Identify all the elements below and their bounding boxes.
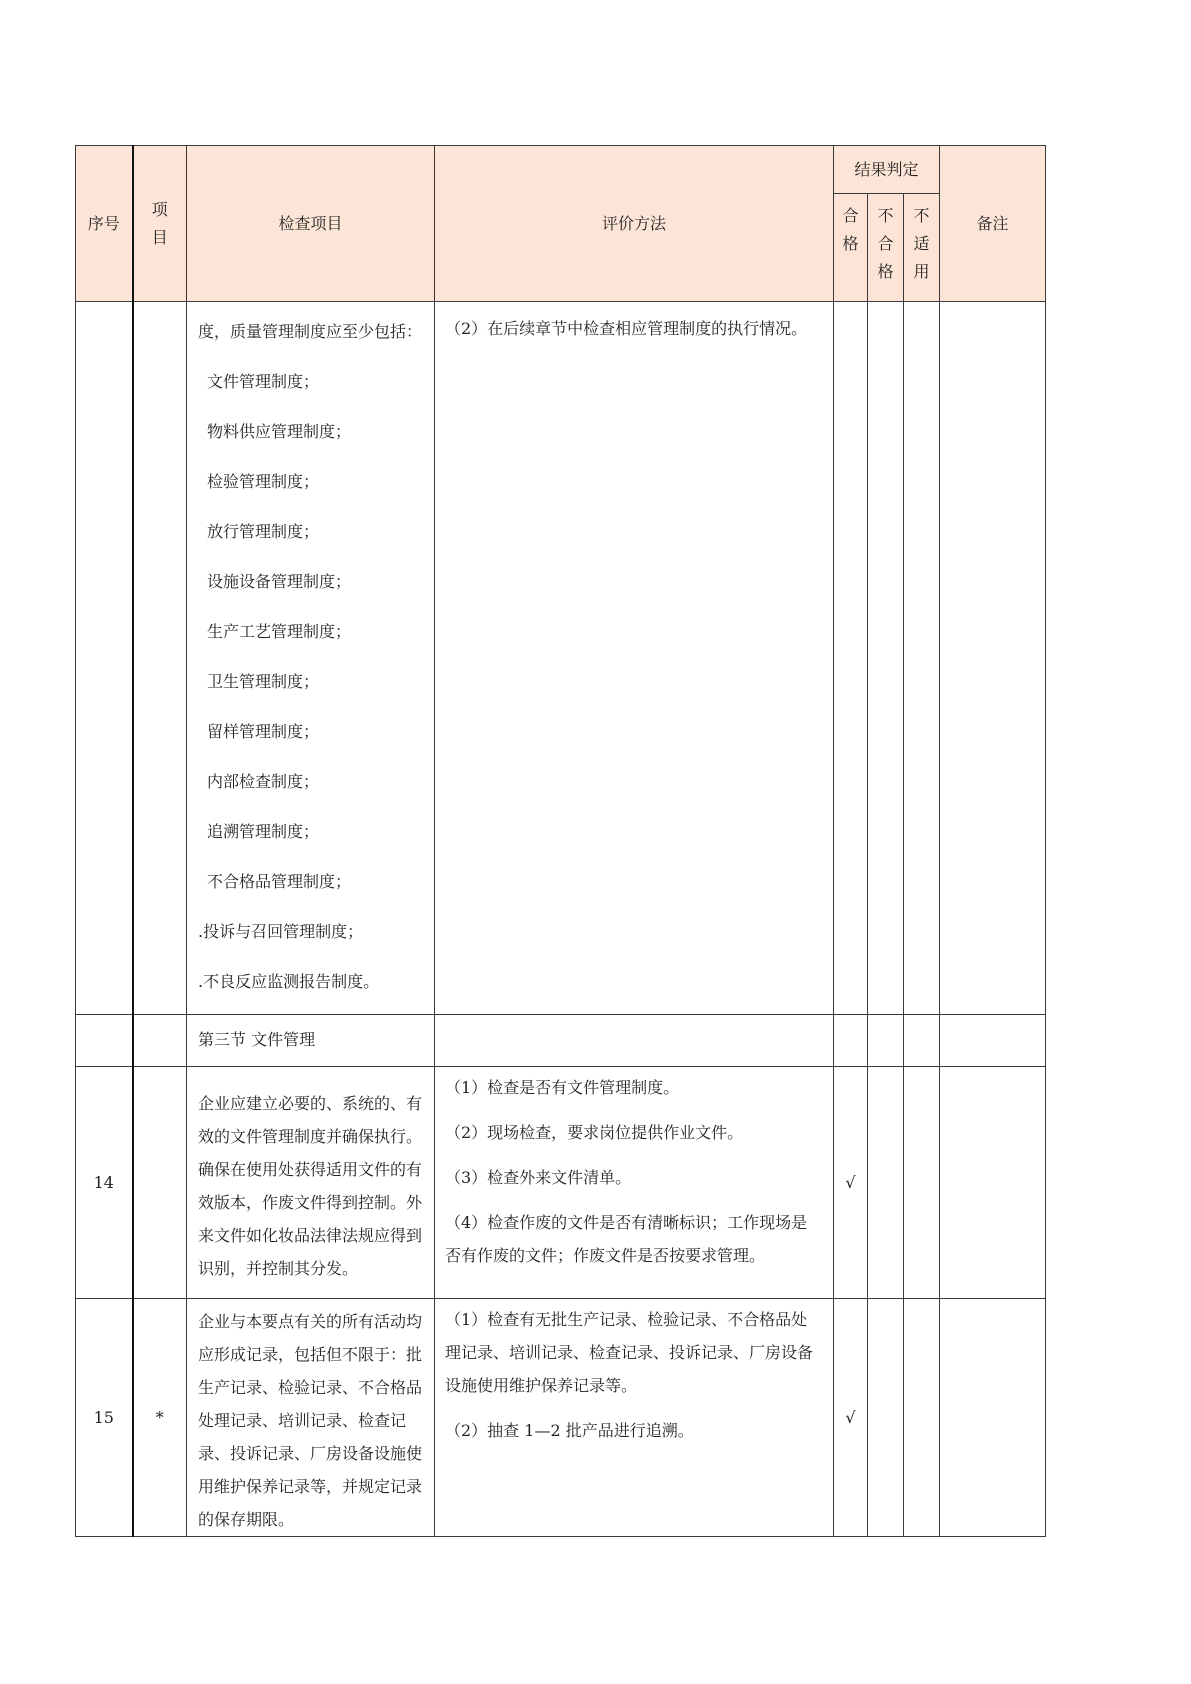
remark-cell [940, 302, 1046, 1015]
row-key-mark [133, 1067, 187, 1299]
row-check-item: 企业应建立必要的、系统的、有效的文件管理制度并确保执行。确保在使用处获得适用文件的有效版本，作废文件得到控制。外来文件如化妆品法律法规应得到识别，并控制其分发。 [187, 1067, 435, 1299]
list-item: 不合格品管理制度； [207, 872, 352, 891]
check-item-list [187, 302, 435, 1015]
row-fail-mark [868, 1067, 904, 1299]
method-cell: （2）在后续章节中检查相应管理制度的执行情况。 [435, 302, 834, 1015]
list-item: 放行管理制度； [207, 522, 320, 541]
list-item: 生产工艺管理制度； [207, 622, 352, 641]
fail-cell [868, 302, 904, 1015]
table-row-section [76, 1015, 1046, 1067]
header-method: 评价方法 [435, 146, 834, 302]
row-methods [435, 1299, 834, 1537]
header-remark: 备注 [940, 146, 1046, 302]
row-methods [435, 1067, 834, 1299]
method-line: （1）检查有无批生产记录、检验记录、不合格品处理记录、培训记录、检查记录、投诉记录、厂房设备设施使用维护保养记录等。 [445, 1310, 814, 1395]
row-seq: 15 [76, 1299, 133, 1537]
list-item: .不良反应监测报告制度。 [198, 972, 380, 991]
list-item: 度，质量管理制度应至少包括： [198, 322, 423, 341]
row-fail-mark [868, 1299, 904, 1537]
list-item: 卫生管理制度； [207, 672, 320, 691]
header-fail: 不合格 [868, 194, 904, 302]
header-item: 项目 [133, 146, 187, 302]
header-na: 不适用 [904, 194, 940, 302]
list-item: .投诉与召回管理制度； [198, 922, 364, 941]
key-cell [133, 302, 187, 1015]
list-item: 检验管理制度； [207, 472, 320, 491]
list-item: 追溯管理制度； [207, 822, 320, 841]
row-na-mark [904, 1067, 940, 1299]
na-cell [904, 302, 940, 1015]
method-line: （2）抽查 1—2 批产品进行追溯。 [445, 1421, 694, 1440]
list-item: 留样管理制度； [207, 722, 320, 741]
row-check-item: 企业与本要点有关的所有活动均应形成记录，包括但不限于：批生产记录、检验记录、不合格品处理记录、培训记录、检查记录、投诉记录、厂房设备设施使用维护保养记录等，并规定记录的保存期限。 [187, 1299, 435, 1537]
list-item: 文件管理制度； [207, 372, 320, 391]
inspection-table [75, 145, 1046, 1537]
row-pass-mark: √ [834, 1299, 868, 1537]
table-row-continuation [76, 302, 1046, 1015]
section-title: 第三节 文件管理 [187, 1015, 435, 1067]
method-line: （4）检查作废的文件是否有清晰标识；工作现场是否有作废的文件；作废文件是否按要求管理。 [445, 1213, 808, 1265]
header-pass: 合格 [834, 194, 868, 302]
row-na-mark [904, 1299, 940, 1537]
list-item: 设施设备管理制度； [207, 572, 352, 591]
header-result: 结果判定 [834, 146, 940, 194]
row-seq: 14 [76, 1067, 133, 1299]
row-key-mark: * [133, 1299, 187, 1537]
method-line: （2）现场检查，要求岗位提供作业文件。 [445, 1123, 744, 1142]
list-item: 物料供应管理制度； [207, 422, 352, 441]
method-line: （3）检查外来文件清单。 [445, 1168, 632, 1187]
header-seq: 序号 [76, 146, 133, 302]
table-row [76, 1067, 1046, 1299]
header-check-item: 检查项目 [187, 146, 435, 302]
row-remark [940, 1067, 1046, 1299]
row-pass-mark: √ [834, 1067, 868, 1299]
list-item: 内部检查制度； [207, 772, 320, 791]
pass-cell [834, 302, 868, 1015]
seq-cell [76, 302, 133, 1015]
row-remark [940, 1299, 1046, 1537]
method-line: （1）检查是否有文件管理制度。 [445, 1078, 680, 1097]
table-row [76, 1299, 1046, 1537]
